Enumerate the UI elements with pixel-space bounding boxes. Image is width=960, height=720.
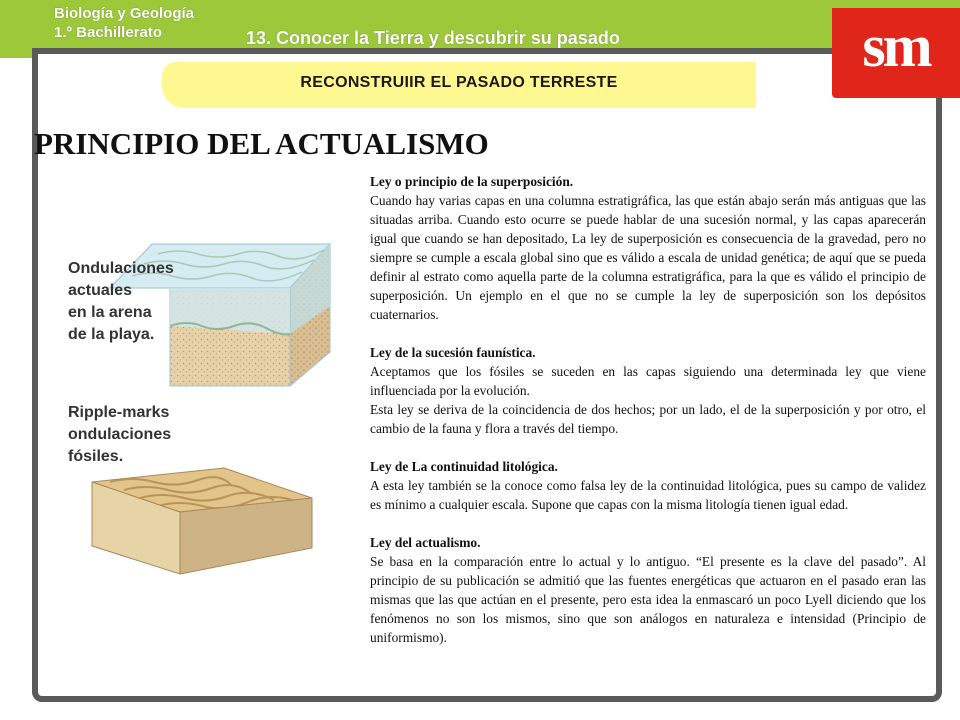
law-superposition xyxy=(370,172,926,324)
subject-label xyxy=(54,4,224,42)
course-name: 1.º Bachillerato xyxy=(54,24,163,41)
page-title: PRINCIPIO DEL ACTUALISMO xyxy=(34,126,489,161)
law-actualism xyxy=(370,533,926,647)
law-body: Aceptamos que los fósiles se suceden en las capas siguiendo una determinada ley que viene influenciada por la evolución. xyxy=(370,364,926,398)
law-body: A esta ley también se la conoce como falsa ley de la continuidad litológica, pues su campo de validez es mínimo a cualquier escala. Supone que capas con la misma litología tienen igual edad. xyxy=(370,478,926,512)
law-body: Esta ley se deriva de la coincidencia de dos hechos; por un lado, el de la superposición y por otro, el cambio de la fauna y flora a través del tiempo. xyxy=(370,402,926,436)
ripple-marks-illustration xyxy=(62,236,332,686)
modern-ripples-caption xyxy=(68,258,174,346)
law-title: Ley de la sucesión faunística. xyxy=(370,345,536,360)
law-body: Se basa en la comparación entre lo actual y lo antiguo. “El presente es la clave del pasado”. Al principio de su publicación se admitió que las fuentes energéticas que actuaron en el pasado eran las mismas que las que actúan en el presente, pero esta idea la enmascaró un poco Lyell diciendo que los fenómenos no son los mismos, sino que son análogos en naturaleza e intensidad (Principio de uniformismo). xyxy=(370,554,926,645)
caption-line: ondulaciones xyxy=(68,426,172,443)
law-title: Ley o principio de la superposición. xyxy=(370,174,574,189)
caption-line: actuales xyxy=(68,282,133,299)
unit-title: 13. Conocer la Tierra y descubrir su pasado xyxy=(246,28,620,48)
law-faunal-succession xyxy=(370,343,926,438)
subject-name: Biología y Geología xyxy=(54,5,195,22)
law-body: Cuando hay varias capas en una columna estratigráfica, las que están abajo serán más antiguas que las situadas arriba. Cuando esto ocurre se puede hablar de una sucesión normal, y las capas aparecerán igual que cuando se han depositado, La ley de superposición es consecuencia de la gravedad, pero no siempre se cumple a escala global sino que es válido a escala de unidad genética; de aquí que se pueda definir al estrato como aquella parte de la columna estratigráfica, para la que es válido el principio de superposición. Un ejemplo en el que no se cumple la ley de superposición son los depósitos cuaternarios. xyxy=(370,193,926,322)
laws-text xyxy=(370,172,926,666)
section-title: RECONSTRUIIR EL PASADO TERRESTE xyxy=(300,74,618,91)
caption-line: fósiles. xyxy=(68,448,124,465)
section-bar xyxy=(162,62,756,108)
caption-line: Ondulaciones xyxy=(68,260,174,277)
caption-line: en la arena xyxy=(68,304,152,321)
law-lithologic-continuity xyxy=(370,457,926,514)
sm-logo xyxy=(832,8,960,98)
sm-logo-text: sm xyxy=(862,13,930,79)
caption-line: de la playa. xyxy=(68,326,155,343)
fossil-ripples-block xyxy=(92,468,312,574)
law-title: Ley del actualismo. xyxy=(370,535,481,550)
fossil-ripples-caption xyxy=(68,402,171,468)
caption-line: Ripple-marks xyxy=(68,404,170,421)
law-title: Ley de La continuidad litológica. xyxy=(370,459,558,474)
